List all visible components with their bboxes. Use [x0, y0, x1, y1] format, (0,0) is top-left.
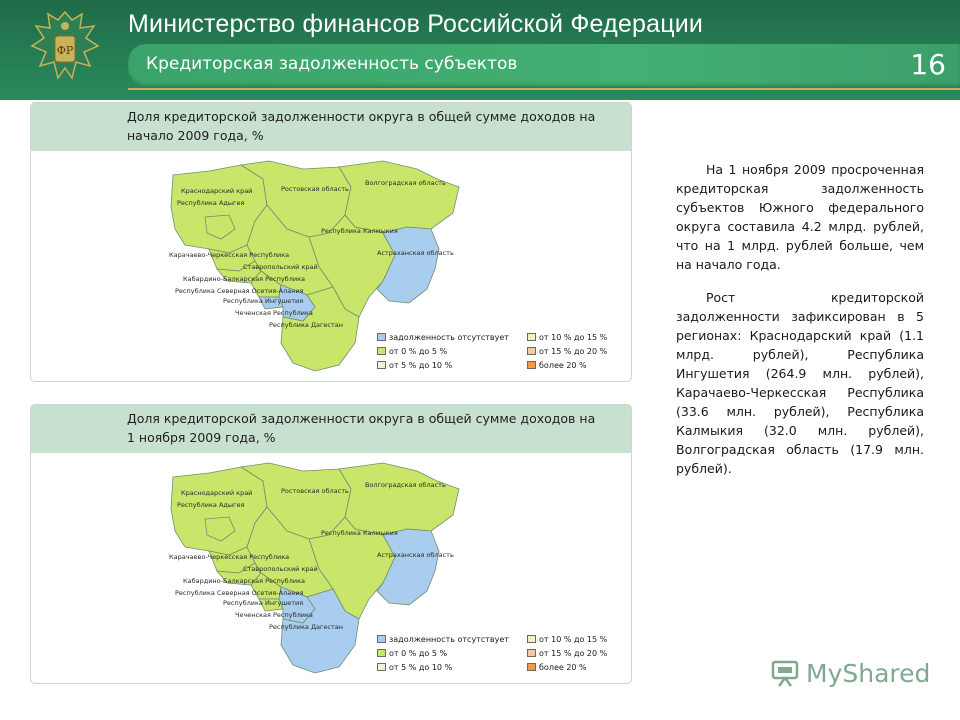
- legend-item-10-15: от 10 % до 15 %: [527, 333, 607, 345]
- label-dagestan: Республика Дагестан: [269, 321, 344, 329]
- label-north-ossetia: Республика Северная Осетия-Алания: [175, 287, 304, 295]
- label-astrakhan: Астраханская область: [377, 249, 454, 257]
- legend-item-over-20: более 20 %: [527, 663, 587, 675]
- label-adygea: Республика Адыгея: [177, 501, 245, 509]
- label-karachay-cherkessia: Карачаево-Черкесская Республика: [169, 251, 290, 259]
- legend-item-0-5: от 0 % до 5 %: [377, 347, 447, 359]
- summary-paragraph-2: Рост кредиторской задолженности зафиксирован в 5 регионах: Краснодарский край (1.1 млрд. рублей), Республика Ингушетия (264.9 млн. рублей), Карачаево-Черкесская Республика (33.6 млн. рублей), Республика Калмыкия (32.0 млн. рублей), Волгоградская область (17.9 млн. рублей).: [676, 290, 924, 476]
- slide-title-bar: [128, 44, 960, 86]
- label-chechnya: Чеченская Республика: [235, 611, 313, 619]
- map-panel-header: [31, 103, 631, 151]
- watermark-text: MyShared: [806, 659, 931, 688]
- label-north-ossetia: Республика Северная Осетия-Алания: [175, 589, 304, 597]
- label-krasnodar: Краснодарский край: [181, 489, 253, 497]
- legend-swatch: [377, 663, 386, 671]
- label-rostov: Ростовская область: [281, 185, 349, 193]
- label-krasnodar: Краснодарский край: [181, 187, 253, 195]
- slide-title: Кредиторская задолженность субъектов: [146, 54, 518, 74]
- label-ingushetia: Республика Ингушетия: [223, 297, 304, 305]
- legend-swatch: [527, 347, 536, 355]
- legend-swatch: [527, 663, 536, 671]
- map-panel-header: [31, 405, 631, 453]
- legend-swatch: [377, 361, 386, 369]
- label-kalmykia: Республика Калмыкия: [321, 529, 398, 537]
- label-rostov: Ростовская область: [281, 487, 349, 495]
- legend-swatch: [377, 333, 386, 341]
- map-legend: [377, 635, 627, 679]
- map-panel-nov-2009: [30, 404, 632, 684]
- watermark-logo: [770, 656, 940, 692]
- label-stavropol: Ставропольский край: [243, 263, 318, 271]
- label-adygea: Республика Адыгея: [177, 199, 245, 207]
- legend-item-over-20: более 20 %: [527, 361, 587, 373]
- page-number: 16: [910, 48, 946, 81]
- label-chechnya: Чеченская Республика: [235, 309, 313, 317]
- label-stavropol: Ставропольский край: [243, 565, 318, 573]
- legend-item-10-15: от 10 % до 15 %: [527, 635, 607, 647]
- presentation-board-icon: [770, 658, 800, 688]
- map-title: Доля кредиторской задолженности округа в общей сумме доходов на начало 2009 года, %: [127, 109, 596, 143]
- label-kabardino-balkaria: Кабардино-Балкарская Республика: [183, 577, 305, 585]
- legend-swatch: [527, 361, 536, 369]
- svg-text:ФР: ФР: [56, 44, 74, 57]
- region-volgograd: [339, 463, 459, 535]
- header-divider: [128, 88, 960, 90]
- legend-item-5-10: от 5 % до 10 %: [377, 361, 452, 373]
- legend-swatch: [527, 649, 536, 657]
- legend-item-no-debt: задолженность отсутствует: [377, 333, 509, 345]
- ministry-title: Министерство финансов Российской Федерации: [128, 10, 704, 38]
- map-panel-start-2009: [30, 102, 632, 382]
- label-astrakhan: Астраханская область: [377, 551, 454, 559]
- label-kalmykia: Республика Калмыкия: [321, 227, 398, 235]
- label-volgograd: Волгоградская область: [365, 179, 446, 187]
- ministry-emblem-icon: [22, 6, 108, 92]
- label-dagestan: Республика Дагестан: [269, 623, 344, 631]
- map-legend: [377, 333, 627, 377]
- legend-swatch: [377, 635, 386, 643]
- region-volgograd: [339, 161, 459, 233]
- header-banner: [0, 0, 960, 100]
- label-karachay-cherkessia: Карачаево-Черкесская Республика: [169, 553, 290, 561]
- legend-swatch: [377, 347, 386, 355]
- legend-item-no-debt: задолженность отсутствует: [377, 635, 509, 647]
- legend-swatch: [527, 333, 536, 341]
- map-title: Доля кредиторской задолженности округа в общей сумме доходов на 1 ноября 2009 года, %: [127, 411, 596, 445]
- label-volgograd: Волгоградская область: [365, 481, 446, 489]
- legend-swatch: [527, 635, 536, 643]
- legend-item-5-10: от 5 % до 10 %: [377, 663, 452, 675]
- summary-paragraph-1: На 1 ноября 2009 просроченная кредиторская задолженность субъектов Южного федерального округа составила 4.2 млрд. рублей, что на 1 млрд. рублей больше, чем на начало года.: [676, 162, 924, 272]
- legend-swatch: [377, 649, 386, 657]
- label-ingushetia: Республика Ингушетия: [223, 599, 304, 607]
- legend-item-0-5: от 0 % до 5 %: [377, 649, 447, 661]
- legend-item-15-20: от 15 % до 20 %: [527, 649, 607, 661]
- legend-item-15-20: от 15 % до 20 %: [527, 347, 607, 359]
- label-kabardino-balkaria: Кабардино-Балкарская Республика: [183, 275, 305, 283]
